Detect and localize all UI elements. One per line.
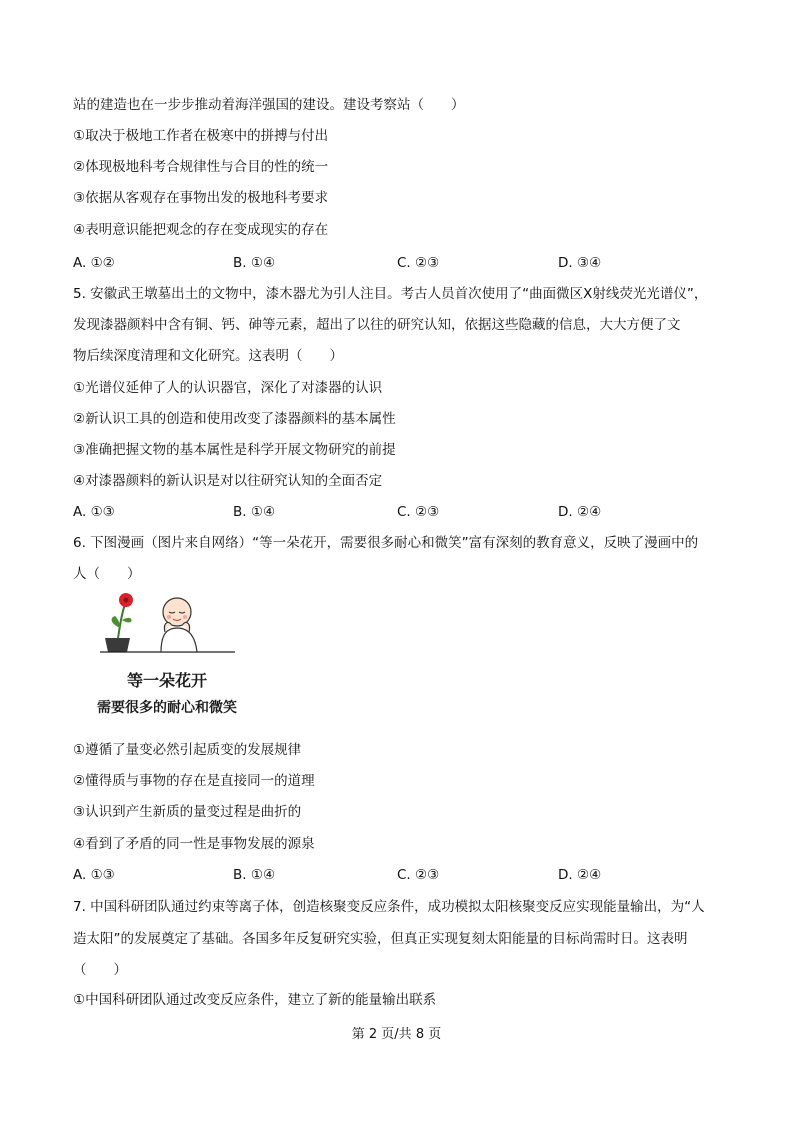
q7-item-1: ①中国科研团队通过改变反应条件，建立了新的能量输出联系 xyxy=(73,992,437,1008)
q7-stem-line-2: 造太阳”的发展奠定了基础。各国多年反复研究实验，但真正实现复刻太阳能量的目标尚需时日。这表明 xyxy=(73,931,688,947)
q4-option-d: D. ③④ xyxy=(558,255,602,271)
q4-item-2: ②体现极地科考合规律性与合目的性的统一 xyxy=(73,159,329,175)
q4-item-1: ①取决于极地工作者在极寒中的拼搏与付出 xyxy=(73,128,329,144)
q4-option-b: B. ①④ xyxy=(233,255,276,271)
cartoon-caption-line-2: 需要很多的耐心和微笑 xyxy=(97,700,237,716)
q4-option-a: A. ①② xyxy=(73,255,115,271)
q5-option-b: B. ①④ xyxy=(233,504,276,520)
q6-stem-line-1: 6. 下图漫画（图片来自网络）“等一朵花开，需要很多耐心和微笑”富有深刻的教育意义，反映了漫画中的 xyxy=(73,535,699,551)
q5-item-4: ④对漆器颜料的新认识是对以往研究认知的全面否定 xyxy=(73,473,383,489)
q6-item-1: ①遵循了量变必然引起质变的发展规律 xyxy=(73,742,302,758)
q6-stem-line-2: 人（ ） xyxy=(73,566,141,582)
q5-stem-line-1: 5. 安徽武王墩墓出土的文物中，漆木器尤为引人注目。考古人员首次使用了“曲面微区X射线荧光光谱仪”， xyxy=(73,286,708,302)
q5-item-1: ①光谱仪延伸了人的认识器官，深化了对漆器的认识 xyxy=(73,380,383,396)
q5-item-3: ③准确把握文物的基本属性是科学开展文物研究的前提 xyxy=(73,442,396,458)
q4-option-c: C. ②③ xyxy=(397,255,440,271)
cartoon-caption-line-1: 等一朵花开 xyxy=(126,671,208,690)
q5-option-c: C. ②③ xyxy=(397,504,440,520)
flower-pot-icon xyxy=(105,638,130,652)
q5-option-a: A. ①③ xyxy=(73,504,115,520)
page-footer: 第 2 页/共 8 页 xyxy=(351,1027,442,1042)
q7-stem-line-1: 7. 中国科研团队通过约束等离子体，创造核聚变反应条件，成功模拟太阳核聚变反应实现能量输出，为“人 xyxy=(73,899,705,915)
q6-item-4: ④看到了矛盾的同一性是事物发展的源泉 xyxy=(73,836,315,852)
q5-stem-line-3: 物后续深度清理和文化研究。这表明（ ） xyxy=(73,348,343,364)
q6-option-b: B. ①④ xyxy=(233,867,276,883)
q4-item-3: ③依据从客观存在事物出发的极地科考要求 xyxy=(73,190,329,206)
cartoon-image xyxy=(95,588,240,723)
q7-stem-line-3: （ ） xyxy=(73,962,127,978)
q6-item-2: ②懂得质与事物的存在是直接同一的道理 xyxy=(73,773,315,789)
q5-option-d: D. ②④ xyxy=(558,504,602,520)
q6-option-a: A. ①③ xyxy=(73,867,115,883)
q6-option-d: D. ②④ xyxy=(558,867,602,883)
q5-item-2: ②新认识工具的创造和使用改变了漆器颜料的基本属性 xyxy=(73,411,396,427)
q5-stem-line-2: 发现漆器颜料中含有铜、钙、砷等元素，超出了以往的研究认知，依据这些隐藏的信息，大大方便了文 xyxy=(73,317,681,333)
q6-item-3: ③认识到产生新质的量变过程是曲折的 xyxy=(73,804,302,820)
q4-stem-tail: 站的建造也在一步步推动着海洋强国的建设。建设考察站（ ） xyxy=(73,97,465,113)
q6-option-c: C. ②③ xyxy=(397,867,440,883)
q4-item-4: ④表明意识能把观念的存在变成现实的存在 xyxy=(73,222,329,238)
child-figure-icon xyxy=(161,598,197,652)
